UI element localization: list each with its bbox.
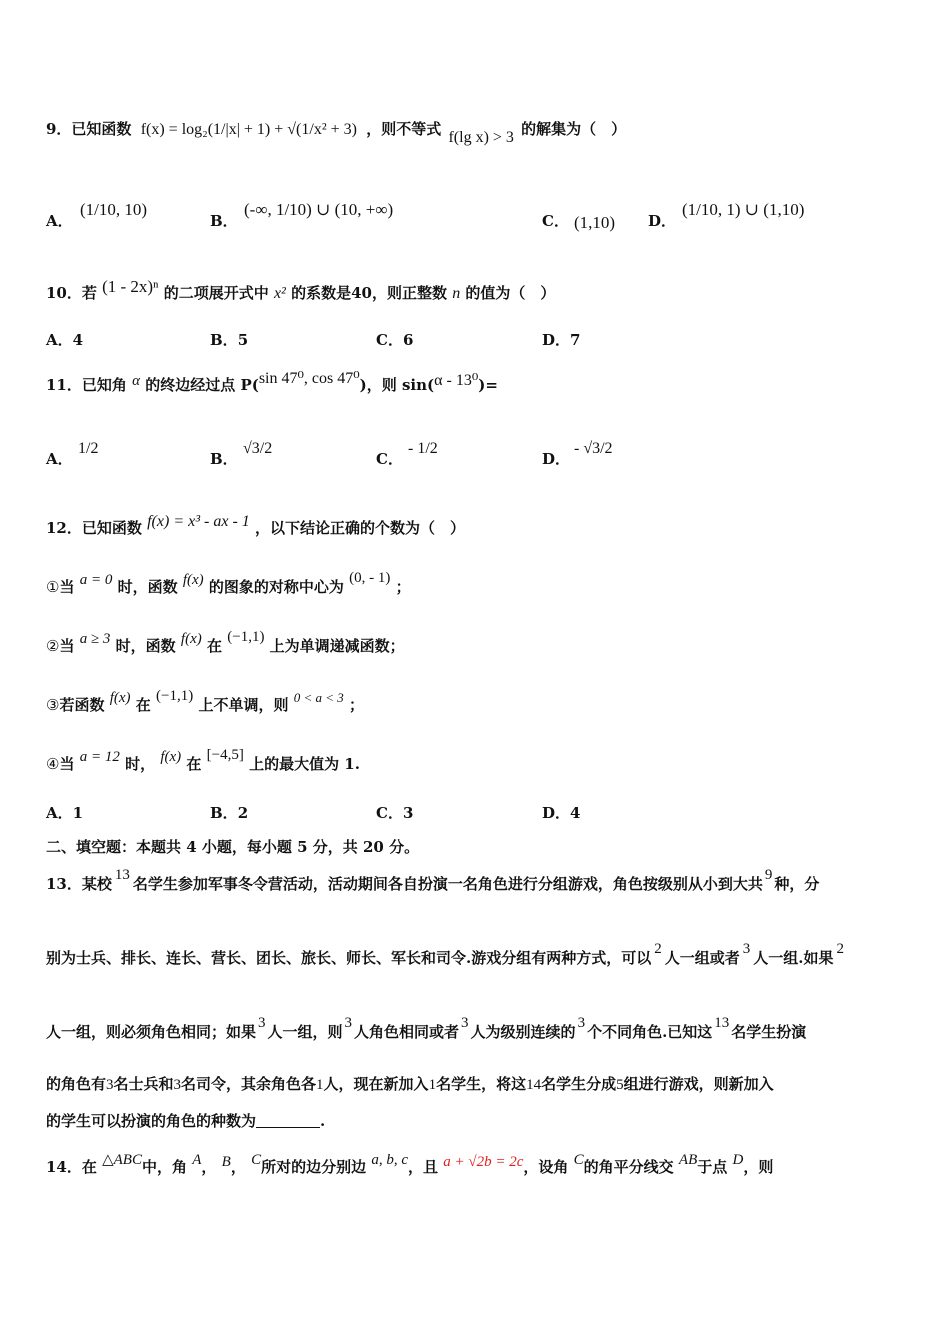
q9-stem: 9．已知函数 f(x) = log₂(1/|x| + 1) + √(1/x² + 3) ，则不等式 f(lg x) > 3 的解集为（ ） (46, 120, 627, 146)
q12-formula: f(x) = x³ - ax - 1 (147, 513, 250, 530)
q11-alpha: α (132, 373, 140, 389)
q12-option-d[interactable]: D．4 (542, 804, 581, 822)
q9-option-b-value: (-∞, 1/10) ∪ (10, +∞) (244, 200, 394, 219)
q10-stem: 10．若 (1 - 2x)ⁿ 的二项展开式中 x² 的系数是40，则正整数 n 的值为（ ） (46, 277, 556, 302)
q9-option-d[interactable]: D． (648, 212, 677, 230)
q9-formula: f(x) = log₂(1/|x| + 1) + √(1/x² + 3) (140, 121, 357, 138)
q11-option-b-value: √3/2 (243, 440, 273, 457)
q10-option-a[interactable]: A．4 (46, 331, 84, 349)
q10-var: n (452, 285, 461, 302)
q9-condition: f(lg x) > 3 (448, 129, 514, 146)
q14-stem: 14．在 △ABC中，角 A， B， C所对的边分别边 a, b, c，且 a + √2b = 2c，设角 C的角平分线交 AB于点 D，则 (46, 1152, 774, 1176)
q10-term: x² (273, 285, 286, 302)
q12-option-c[interactable]: C．3 (376, 804, 414, 822)
q10-expr: (1 - 2x)ⁿ (102, 277, 159, 296)
q13-line-4: 的角色有3名士兵和3名司令，其余角色各1人，现在新加入1名学生，将这14名学生分成5组进行游戏，则新加入 (46, 1075, 774, 1093)
q11-stem: 11．已知角 α 的终边经过点 P(sin 47⁰, cos 47⁰)，则 sin(α - 13⁰)= (46, 370, 498, 394)
q10-option-b[interactable]: B．5 (210, 331, 249, 349)
q13-line-5: 的学生可以扮演的角色的种数为 . (46, 1112, 326, 1130)
q9-option-c-value: (1,10) (574, 213, 616, 232)
q11-option-d-value: - √3/2 (574, 440, 613, 457)
answer-blank[interactable] (256, 1113, 320, 1128)
q9-option-a[interactable]: A． (46, 212, 73, 230)
q11-option-a[interactable]: A． (46, 450, 73, 468)
q9-option-c[interactable]: C． (542, 212, 569, 230)
q9-option-a-value: (1/10, 10) (80, 200, 148, 219)
q11-option-c-value: - 1/2 (408, 440, 438, 457)
q12-option-a[interactable]: A．1 (46, 804, 84, 822)
q13-line-1: 13．某校 13 名学生参加军事冬令营活动，活动期间各自扮演一名角色进行分组游戏，角色按级别从小到大共 9 种，分 (46, 867, 820, 893)
q10-option-d[interactable]: D．7 (542, 331, 581, 349)
q14-condition: a + √2b = 2c (443, 1154, 524, 1170)
q12-stem: 12．已知函数 f(x) = x³ - ax - 1 ，以下结论正确的个数为（ ） (46, 513, 466, 537)
q11-arg: α - 13⁰ (434, 372, 479, 389)
q12-item-1: ①当 a = 0 时，函数 f(x) 的图象的对称中心为 (0, - 1) ； (46, 570, 411, 596)
q12-item-3: ③若函数 f(x) 在 (−1,1) 上不单调，则 0 < a < 3 ； (46, 688, 364, 714)
q12-option-b[interactable]: B．2 (210, 804, 249, 822)
q11-option-b[interactable]: B． (210, 450, 238, 468)
q11-point: sin 47⁰, cos 47⁰ (258, 370, 360, 387)
q13-line-3: 人一组，则必须角色相同；如果 3 人一组，则 3 人角色相同或者 3 人为级别连续的 3 个不同角色.已知这 13 名学生扮演 (46, 1015, 807, 1041)
q9-option-d-value: (1/10, 1) ∪ (1,10) (682, 200, 805, 219)
q12-item-2: ②当 a ≥ 3 时，函数 f(x) 在 (−1,1) 上为单调递减函数； (46, 629, 405, 655)
q11-option-d[interactable]: D． (542, 450, 571, 468)
q10-option-c[interactable]: C．6 (376, 331, 414, 349)
q9-option-b[interactable]: B． (210, 212, 238, 230)
section-2-heading: 二、填空题：本题共 4 小题，每小题 5 分，共 20 分。 (46, 838, 420, 856)
q11-option-c[interactable]: C． (376, 450, 403, 468)
q12-item-4: ④当 a = 12 时， f(x) 在 [−4,5] 上的最大值为 1. (46, 747, 360, 773)
q13-line-2: 别为士兵、排长、连长、营长、团长、旅长、师长、军长和司令.游戏分组有两种方式，可以 2 人一组或者 3 人一组.如果 2 (46, 941, 844, 967)
q11-option-a-value: 1/2 (78, 440, 99, 457)
